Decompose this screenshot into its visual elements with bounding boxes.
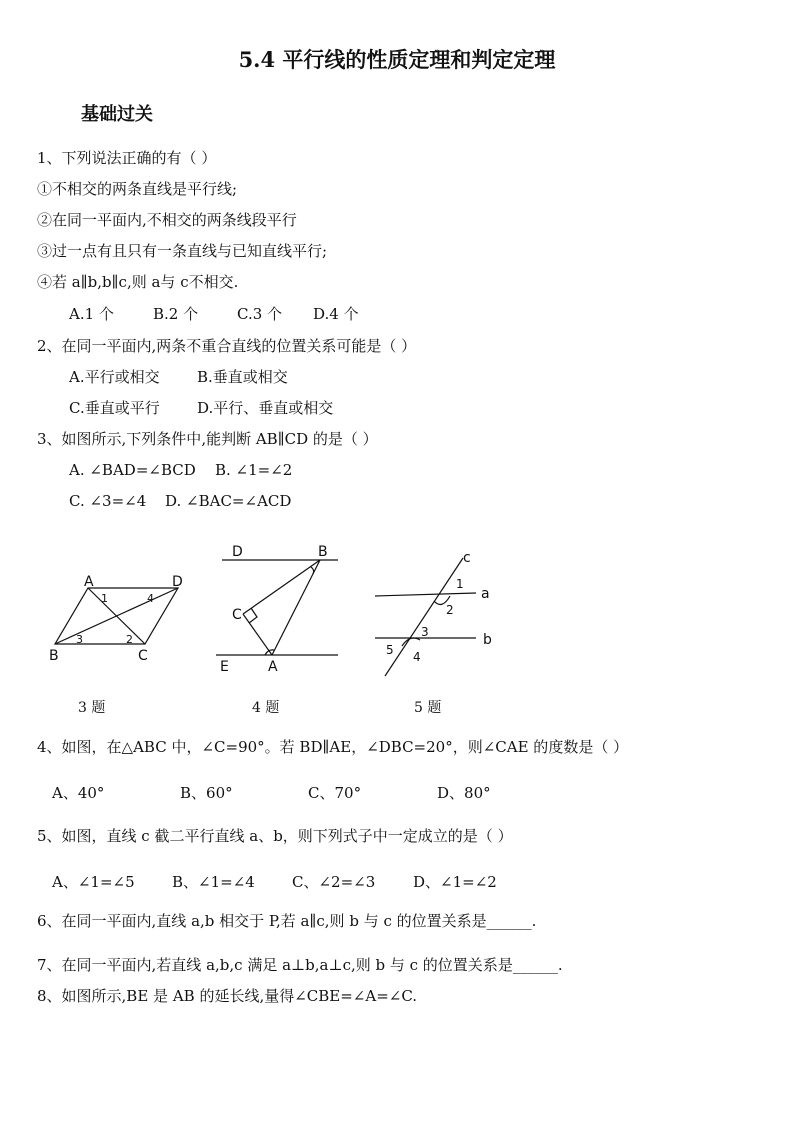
fig4-label-c: C	[232, 607, 242, 623]
q4-option-a: A、40°	[52, 784, 105, 802]
fig3-label-c: C	[138, 648, 148, 664]
q1-statement-2: ②在同一平面内,不相交的两条线段平行	[37, 211, 297, 229]
figure-3-caption: 3 题	[78, 700, 106, 716]
angle-mark-5-3	[402, 638, 420, 646]
figures-row	[0, 530, 794, 690]
fig4-label-e: E	[220, 659, 229, 675]
q1-stem: 1、下列说法正确的有（ ）	[37, 149, 217, 167]
section-heading: 基础过关	[81, 104, 153, 125]
q2-stem: 2、在同一平面内,两条不重合直线的位置关系可能是（ ）	[37, 337, 417, 355]
fig4-label-d: D	[232, 544, 243, 560]
figure-5	[375, 558, 476, 676]
q2-option-d: D.平行、垂直或相交	[197, 399, 334, 417]
line-a	[375, 593, 476, 596]
fig3-label-a: A	[84, 574, 94, 590]
line-c	[385, 558, 463, 676]
q3-option-a: A. ∠BAD=∠BCD	[69, 461, 196, 479]
fig3-label-d: D	[172, 574, 183, 590]
figure-3	[55, 588, 178, 644]
q4-option-c: C、70°	[308, 784, 362, 802]
page-title: 5.4 平行线的性质定理和判定定理	[238, 47, 556, 72]
segment-ba	[272, 560, 320, 655]
q5-option-c: C、∠2=∠3	[292, 873, 376, 891]
segment-ca	[243, 614, 272, 655]
right-angle-mark	[249, 608, 257, 623]
fig3-angle-3: 3	[76, 633, 83, 646]
q2-option-a: A.平行或相交	[69, 368, 160, 386]
q2-option-c: C.垂直或平行	[69, 399, 160, 417]
figure-4-caption: 4 题	[252, 700, 280, 716]
segment-bc	[243, 560, 320, 614]
fig5-angle-4: 4	[413, 650, 421, 664]
fig3-angle-4: 4	[147, 592, 154, 605]
q3-option-b: B. ∠1=∠2	[215, 461, 293, 479]
angle-mark-b	[311, 567, 314, 574]
q2-option-b: B.垂直或相交	[197, 368, 288, 386]
q5-stem: 5、如图，直线 c 截二平行直线 a、b，则下列式子中一定成立的是（ ）	[37, 827, 513, 845]
fig5-label-a: a	[481, 586, 490, 602]
q5-option-d: D、∠1=∠2	[413, 873, 497, 891]
fig3-angle-1: 1	[101, 592, 108, 605]
figure-5-caption: 5 题	[414, 700, 442, 716]
fig4-label-a: A	[268, 659, 278, 675]
q1-option-d: D.4 个	[313, 305, 359, 323]
q1-statement-1: ①不相交的两条直线是平行线;	[37, 180, 238, 198]
q5-option-a: A、∠1=∠5	[52, 873, 135, 891]
fig5-angle-3: 3	[421, 625, 429, 639]
q1-option-b: B.2 个	[153, 305, 199, 323]
q1-statement-4: ④若 a∥b,b∥c,则 a与 c不相交.	[37, 273, 239, 291]
fig5-angle-2: 2	[446, 603, 454, 617]
fig5-label-b: b	[483, 632, 492, 648]
fig3-label-b: B	[49, 648, 59, 664]
q8-text: 8、如图所示,BE 是 AB 的延长线,量得∠CBE=∠A=∠C.	[37, 987, 418, 1005]
q4-stem: 4、如图，在△ABC 中，∠C=90°。若 BD∥AE，∠DBC=20°，则∠CAE 的度数是（ ）	[37, 738, 629, 756]
q4-option-d: D、80°	[437, 784, 491, 802]
fig4-label-b: B	[318, 544, 328, 560]
fig5-label-c: c	[463, 550, 471, 566]
q7-text: 7、在同一平面内,若直线 a,b,c 满足 a⊥b,a⊥c,则 b 与 c 的位置关系是______.	[37, 956, 563, 974]
q5-option-b: B、∠1=∠4	[172, 873, 255, 891]
q3-stem: 3、如图所示,下列条件中,能判断 AB∥CD 的是（ ）	[37, 430, 378, 448]
q1-option-c: C.3 个	[237, 305, 283, 323]
diagonal-bd	[55, 588, 178, 644]
fig5-angle-1: 1	[456, 577, 464, 591]
q3-option-d: D. ∠BAC=∠ACD	[165, 492, 292, 510]
q1-option-a: A.1 个	[69, 305, 114, 323]
q6-text: 6、在同一平面内,直线 a,b 相交于 P,若 a∥c,则 b 与 c 的位置关系是______.	[37, 912, 537, 930]
q4-option-b: B、60°	[180, 784, 233, 802]
fig3-angle-2: 2	[126, 633, 133, 646]
fig5-angle-5: 5	[386, 643, 394, 657]
q1-statement-3: ③过一点有且只有一条直线与已知直线平行;	[37, 242, 328, 260]
q3-option-c: C. ∠3=∠4	[69, 492, 147, 510]
